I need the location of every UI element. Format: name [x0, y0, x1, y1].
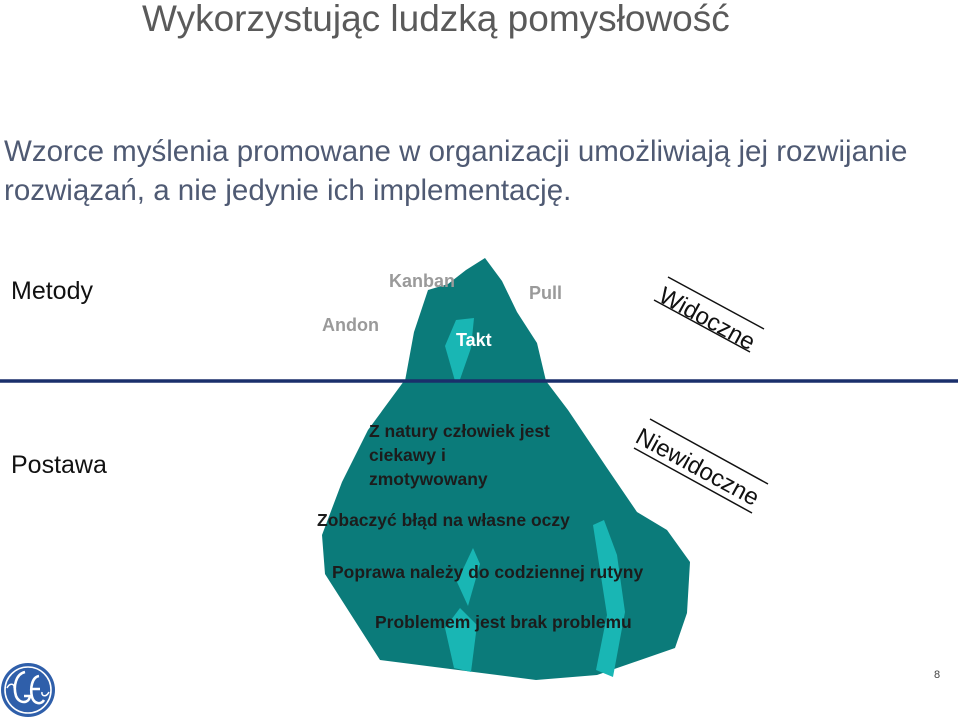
methods-label: Metody [11, 277, 93, 305]
attitude-routine: Poprawa należy do codziennej rutyny [332, 562, 644, 582]
attitude-no-problem: Problemem jest brak problemu [375, 612, 632, 632]
attitude-line-2: ciekawy i [369, 445, 446, 465]
attitude-line-3: zmotywowany [369, 469, 488, 489]
visible-label: Widoczne [654, 282, 760, 357]
ge-logo [1, 663, 55, 717]
method-kanban: Kanban [389, 271, 456, 291]
attitude-see-errors: Zobaczyć błąd na własne oczy [317, 510, 570, 530]
invisible-label: Niewidoczne [631, 423, 764, 512]
attitude-label: Postawa [11, 451, 107, 479]
page-number: 8 [934, 669, 941, 681]
slide-subtitle: Wzorce myślenia promowane w organizacji umożliwiają jej rozwijanie rozwiązań, a nie jedynie ich implementację. [4, 135, 908, 207]
method-takt: Takt [456, 330, 492, 350]
method-andon: Andon [322, 315, 379, 335]
slide-title: Wykorzystując ludzką pomysłowość [142, 0, 730, 39]
attitude-line-1: Z natury człowiek jest [369, 421, 550, 441]
method-pull: Pull [529, 283, 563, 303]
